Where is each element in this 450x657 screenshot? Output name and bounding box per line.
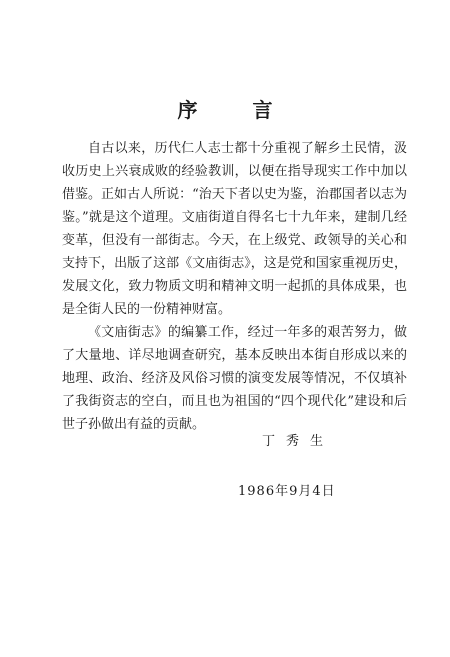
paragraph-1: 自古以来，历代仁人志士都十分重视了解乡土民情，汲收历史上兴衰成败的经验教训，以便在指导现实工作中加以借鉴。正如古人所说：“治天下者以史为鉴，治郡国者以志为鉴。”就是这个道理。文庙街道自得名七十九年来，建制几经变革，但没有一部街志。今天，在上级党、政领导的关心和支持下，出版了这部《文庙街志》，这是党和国家重视历史，发展文化，致力物质文明和精神文明一起抓的具体成果，也是全街人民的一份精神财富。 — [62, 141, 407, 317]
page-title: 序 言 — [177, 98, 297, 122]
preface-body — [62, 137, 407, 436]
date-line: 1986年9月4日 — [238, 484, 336, 499]
author-signature: 丁秀生 — [262, 434, 335, 449]
paragraph-2: 《文庙街志》的编纂工作，经过一年多的艰苦努力，做了大量地、详尽地调查研究，基本反映出本街自形成以来的地理、政治、经济及风俗习惯的演变发展等情况，不仅填补了我街资志的空白，而且也为祖国的“四个现代化”建设和后世子孙做出有益的贡献。 — [62, 325, 407, 432]
